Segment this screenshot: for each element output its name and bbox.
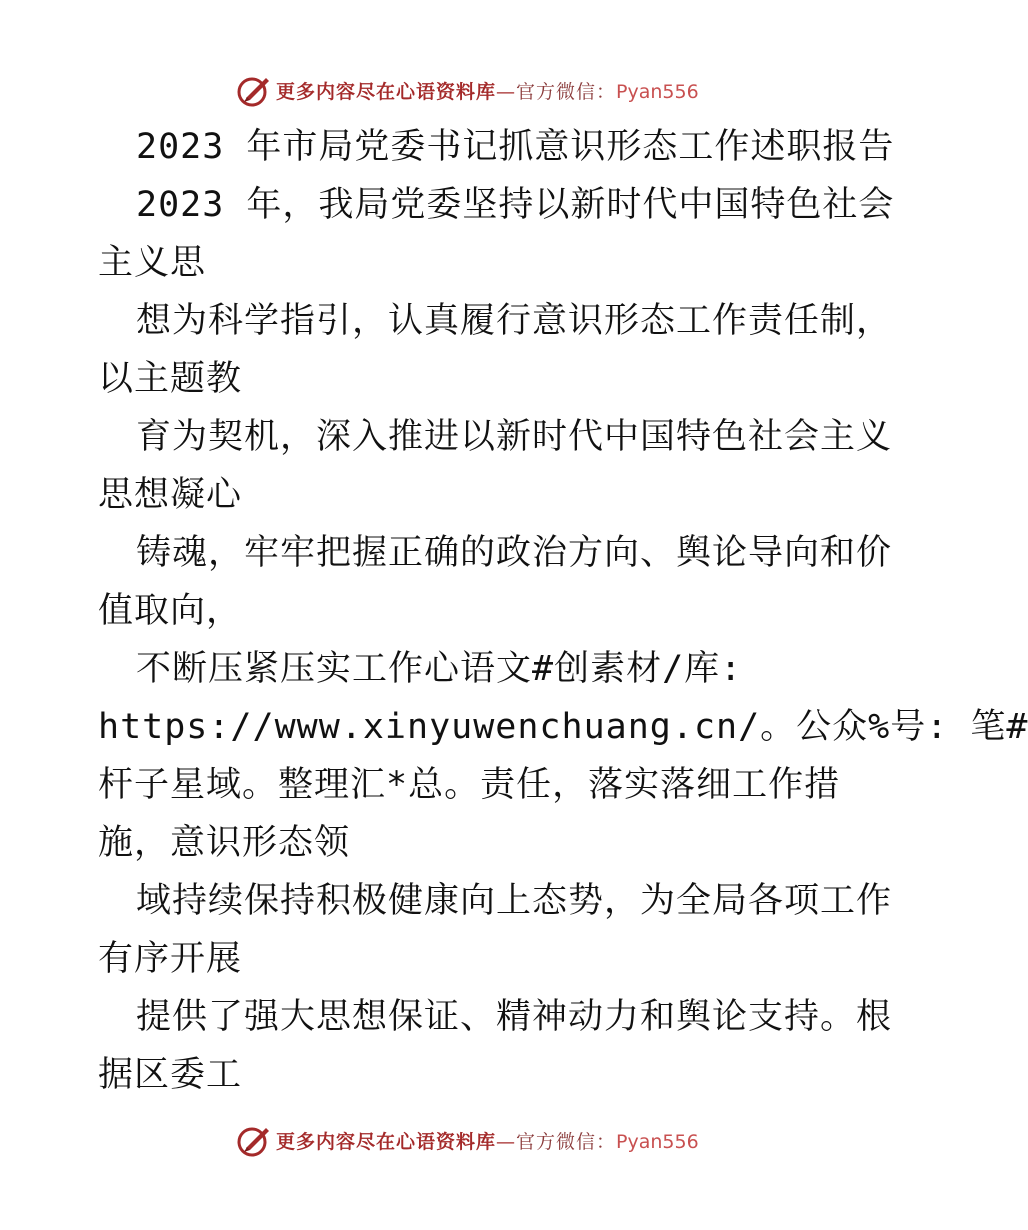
text-line: 思想凝心: [98, 475, 243, 515]
banner-account: Pyan556: [616, 80, 699, 103]
text-line: 想为科学指引，认真履行意识形态工作责任制，: [136, 301, 893, 341]
banner-wechat-label: 官方微信：: [516, 80, 617, 103]
banner-account: Pyan556: [616, 1130, 699, 1153]
header-banner: [236, 70, 699, 110]
banner-separator: —: [496, 1130, 517, 1153]
document-title: 2023 年市局党委书记抓意识形态工作述职报告: [136, 127, 895, 167]
banner-site-text: 更多内容尽在心语资料库: [276, 80, 497, 103]
text-line-url: https://www.xinyuwenchuang.cn/。公众%号: 笔#: [98, 707, 1028, 747]
text-line: 提供了强大思想保证、精神动力和舆论支持。根: [136, 997, 893, 1037]
text-line: 施，意识形态领: [98, 823, 351, 863]
quill-logo-icon: [236, 1122, 272, 1158]
text-line: 铸魂，牢牢把握正确的政治方向、舆论导向和价: [136, 533, 893, 573]
quill-logo-icon: [236, 72, 272, 108]
text-line: 育为契机，深入推进以新时代中国特色社会主义: [136, 417, 893, 457]
text-line: 2023 年，我局党委坚持以新时代中国特色社会: [136, 185, 895, 225]
text-line: 据区委工: [98, 1055, 243, 1095]
text-line: 杆子星域。整理汇*总。责任，落实落细工作措: [98, 765, 841, 805]
banner-site-text: 更多内容尽在心语资料库: [276, 1130, 497, 1153]
footer-banner: [236, 1120, 699, 1160]
document-body: [98, 118, 1028, 1104]
text-line: 值取向，: [98, 591, 243, 631]
text-line: 以主题教: [98, 359, 243, 399]
banner-separator: —: [496, 80, 517, 103]
text-line: 有序开展: [98, 939, 243, 979]
banner-wechat-label: 官方微信：: [516, 1130, 617, 1153]
text-line: 主义思: [98, 243, 207, 283]
text-line: 不断压紧压实工作心语文#创素材/库:: [136, 649, 743, 689]
text-line: 域持续保持积极健康向上态势，为全局各项工作: [136, 881, 893, 921]
